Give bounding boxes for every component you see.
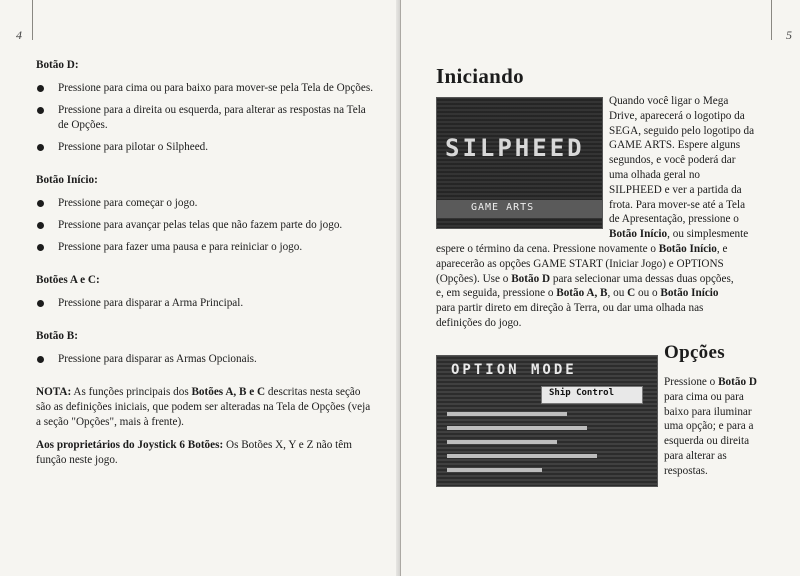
list-item <box>36 296 376 311</box>
text-line: esquerda ou direita <box>664 435 750 448</box>
list-item-text: Pressione para pilotar o Silpheed. <box>58 141 209 153</box>
text-line: definições do jogo. <box>436 316 522 329</box>
section-botao-inicio <box>36 173 376 255</box>
text-line: uma olhada geral no <box>609 168 701 181</box>
option-line <box>447 468 542 472</box>
title-screen-screenshot <box>436 97 603 229</box>
studio-logo: GAME ARTS <box>471 202 535 213</box>
option-line <box>447 454 597 458</box>
text-line: para partir direto em direção à Terra, ou dar uma olhada nas <box>436 302 704 315</box>
list-item <box>36 196 376 211</box>
text-line: e, em seguida, pressione o Botão A, B, ou C ou o Botão Início <box>436 287 719 300</box>
text-line: GAME ARTS. Espere alguns <box>609 139 741 152</box>
section-heading: Botão B: <box>36 330 78 342</box>
joystick-note: Aos proprietários do Joystick 6 Botões: Os Botões X, Y e Z não têm função neste jogo. <box>36 439 352 466</box>
text-line: de Apresentação, pressione o <box>609 213 739 226</box>
section-heading: Botões A e C: <box>36 274 100 286</box>
game-logo: SILPHEED <box>445 134 585 162</box>
option-line <box>447 412 567 416</box>
section-botoes-a-c <box>36 273 376 311</box>
section-botao-b <box>36 329 376 367</box>
section-heading: Botão D: <box>36 59 79 71</box>
text-line: segundos, e você poderá dar <box>609 154 736 167</box>
text-line: baixo para iluminar <box>664 405 752 418</box>
page-rule <box>32 0 33 40</box>
list-item <box>36 140 376 155</box>
starting-full-text <box>436 242 791 331</box>
text-line: aparecerão as opções GAME START (Iniciar Jogo) e OPTIONS <box>436 257 724 270</box>
text-line: (Opções). Use o Botão D para selecionar uma dessas duas opções, <box>436 272 734 285</box>
option-line <box>447 440 557 444</box>
list-item <box>36 103 376 133</box>
section-botao-d <box>36 58 376 155</box>
bullet-icon <box>37 244 44 251</box>
text-line: para alterar as <box>664 449 727 462</box>
list-item-text: Pressione para disparar a Arma Principal. <box>58 297 244 309</box>
list-item <box>36 218 376 233</box>
bullet-icon <box>37 200 44 207</box>
text-line: respostas. <box>664 464 708 477</box>
bullet-icon <box>37 144 44 151</box>
section-heading: Botão Início: <box>36 174 98 186</box>
bullet-icon <box>37 85 44 92</box>
bullet-icon <box>37 300 44 307</box>
list-item-text: Pressione para começar o jogo. <box>58 197 198 209</box>
bullet-icon <box>37 107 44 114</box>
option-screen-screenshot <box>436 355 658 487</box>
text-line: Pressione o Botão D <box>664 376 757 388</box>
list-item <box>36 352 376 367</box>
list-item-text: Pressione para avançar pelas telas que não fazem parte do jogo. <box>58 219 343 231</box>
text-line: SILPHEED e ver a partida da <box>609 183 742 196</box>
option-line <box>447 426 587 430</box>
page-number: 4 <box>16 28 22 42</box>
list-item <box>36 81 376 96</box>
option-mode-title: OPTION MODE <box>451 362 577 378</box>
right-page <box>401 0 800 576</box>
text-line: Quando você ligar o Mega <box>609 95 729 107</box>
list-item-text: Pressione para a direita ou esquerda, para alterar as respostas na Tela de Opções. <box>58 104 366 131</box>
list-item <box>36 240 376 255</box>
text-line: espere o término da cena. Pressione novamente o Botão Início, e <box>436 243 728 255</box>
text-line: Botão Início, ou simplesmente <box>609 228 749 241</box>
text-line: Drive, aparecerá o logotipo da <box>609 109 745 122</box>
text-line: SEGA, seguido pelo logotipo da <box>609 124 755 137</box>
options-text <box>664 375 794 479</box>
section-title-iniciando: Iniciando <box>436 64 524 88</box>
controls-column <box>36 58 376 476</box>
list-item-text: Pressione para disparar as Armas Opcionais. <box>58 353 257 365</box>
bullet-icon <box>37 222 44 229</box>
list-item-text: Pressione para cima ou para baixo para mover-se pela Tela de Opções. <box>58 82 374 94</box>
note-paragraph: NOTA: As funções principais dos Botões A, B e C descritas nesta seção são as definições iniciais, que podem ser alteradas na Tela de Opções (veja a seção "Opções", mais à frente). <box>36 386 371 428</box>
starting-wrap-text <box>609 94 791 242</box>
text-line: frota. Para mover-se até a Tela <box>609 198 746 211</box>
page-rule <box>771 0 772 40</box>
selected-option-label: Ship Control <box>549 388 615 398</box>
page-number: 5 <box>786 28 792 42</box>
bullet-icon <box>37 356 44 363</box>
text-line: uma opção; e para a <box>664 420 754 433</box>
text-line: para cima ou para <box>664 390 744 403</box>
list-item-text: Pressione para fazer uma pausa e para reiniciar o jogo. <box>58 241 303 253</box>
section-title-opcoes: Opções <box>664 342 725 363</box>
